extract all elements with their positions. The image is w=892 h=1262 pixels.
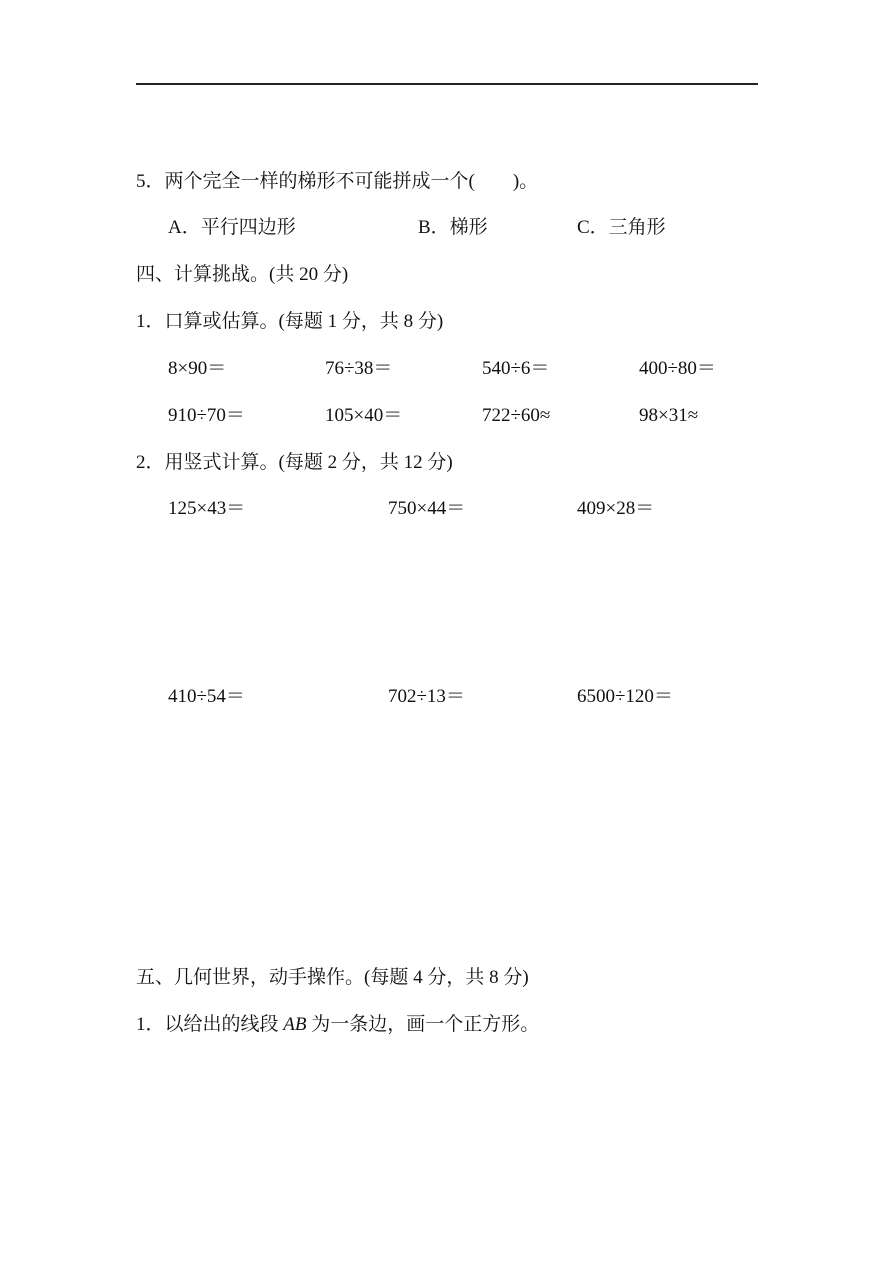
q5-option-c: C．三角形 xyxy=(577,217,666,238)
oral-calc-item: 722÷60≈ xyxy=(482,405,551,426)
oral-calc-item: 98×31≈ xyxy=(639,405,699,426)
s5-q1-prefix: 1．以给出的线段 xyxy=(136,1014,284,1035)
section4-heading: 四、计算挑战。(共 20 分) xyxy=(136,264,349,285)
vertical-calc-item: 6500÷120＝ xyxy=(577,686,673,707)
oral-calc-item: 540÷6＝ xyxy=(482,358,550,379)
oral-calc-item: 910÷70＝ xyxy=(168,405,245,426)
segment-label: AB xyxy=(283,1014,307,1035)
vertical-calc-item: 410÷54＝ xyxy=(168,686,245,707)
q5-option-a: A．平行四边形 xyxy=(168,217,296,238)
oral-calc-item: 76÷38＝ xyxy=(325,358,393,379)
header-rule xyxy=(136,83,758,85)
oral-calc-item: 400÷80＝ xyxy=(639,358,716,379)
vertical-calc-item: 409×28＝ xyxy=(577,498,655,519)
q5-option-b: B．梯形 xyxy=(418,217,488,238)
q5-stem: 5．两个完全一样的梯形不可能拼成一个( )。 xyxy=(136,171,539,192)
vertical-calc-item: 702÷13＝ xyxy=(388,686,465,707)
s4-q2-stem: 2．用竖式计算。(每题 2 分，共 12 分) xyxy=(136,452,453,473)
section5-heading: 五、几何世界，动手操作。(每题 4 分，共 8 分) xyxy=(136,967,529,988)
oral-calc-item: 105×40＝ xyxy=(325,405,403,426)
s5-q1-suffix: 为一条边，画一个正方形。 xyxy=(306,1014,540,1035)
s5-q1-stem xyxy=(136,1013,539,1037)
oral-calc-item: 8×90＝ xyxy=(168,358,227,379)
vertical-calc-item: 750×44＝ xyxy=(388,498,466,519)
s4-q1-stem: 1．口算或估算。(每题 1 分，共 8 分) xyxy=(136,311,444,332)
vertical-calc-item: 125×43＝ xyxy=(168,498,246,519)
